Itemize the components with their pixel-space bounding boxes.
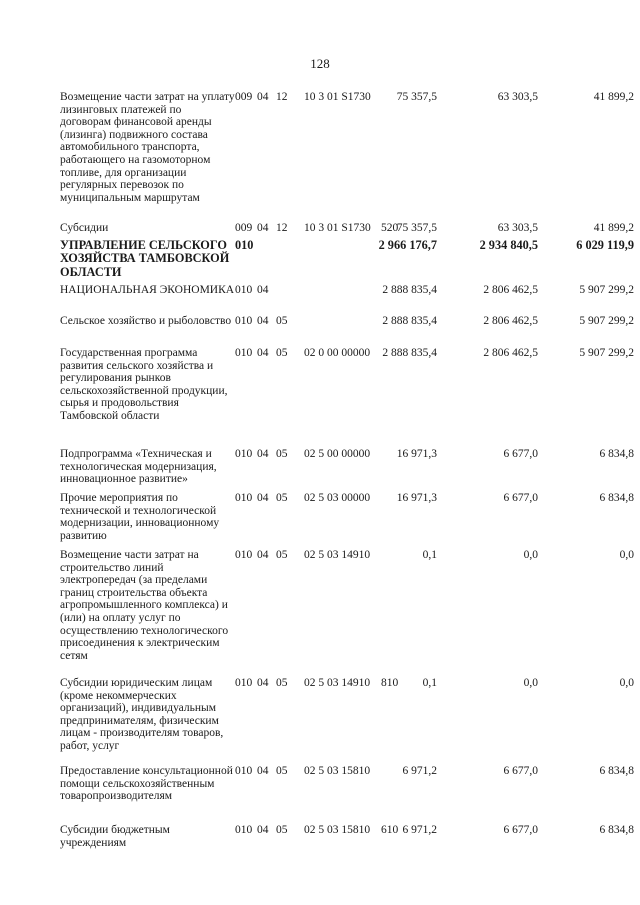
amount-year-1: 2 966 176,7 xyxy=(378,238,437,252)
expense-type-code: 810 xyxy=(381,677,399,689)
subsection-code: 05 xyxy=(276,824,288,836)
expense-type-code: 520 xyxy=(381,222,399,234)
amount-year-1: 2 888 835,4 xyxy=(382,347,437,359)
amount-year-2: 6 677,0 xyxy=(503,824,538,836)
target-article-code: 02 5 00 00000 xyxy=(304,448,371,460)
subsection-code: 05 xyxy=(276,549,288,561)
amount-year-2: 2 934 840,5 xyxy=(479,238,538,252)
amount-year-2: 0,0 xyxy=(523,549,538,561)
subsection-code: 12 xyxy=(276,222,288,234)
amount-year-2: 2 806 462,5 xyxy=(483,315,538,327)
section-code: 04 xyxy=(257,315,269,327)
section-code: 04 xyxy=(257,347,269,359)
row-name: Возмещение части затрат на уплату лизинговых платежей по договорам финансовой аренды (лизинга) подвижного состава автомобильного транспорта, работающего на газомоторном топливе, для организации регулярных перевозок по муниципальным маршрутам xyxy=(60,91,235,204)
amount-year-1: 6 971,2 xyxy=(402,824,437,836)
section-code: 04 xyxy=(257,448,269,460)
ved-code: 009 xyxy=(235,91,253,103)
ved-code: 010 xyxy=(235,238,254,252)
ved-code: 010 xyxy=(235,765,253,777)
ved-code: 010 xyxy=(235,824,253,836)
target-article-code: 02 5 03 14910 xyxy=(304,677,371,689)
amount-year-3: 6 029 119,9 xyxy=(576,238,634,252)
ved-code: 010 xyxy=(235,347,253,359)
amount-year-3: 41 899,2 xyxy=(593,222,634,234)
subsection-code: 05 xyxy=(276,347,288,359)
expense-type-code: 610 xyxy=(381,824,399,836)
target-article-code: 02 5 03 15810 xyxy=(304,765,371,777)
amount-year-1: 75 357,5 xyxy=(396,222,437,234)
row-name: Субсидии xyxy=(60,222,109,234)
target-article-code: 02 0 00 00000 xyxy=(304,347,371,359)
row-name: Субсидии бюджетным учреждениям xyxy=(60,824,170,849)
amount-year-2: 0,0 xyxy=(523,677,538,689)
amount-year-2: 6 677,0 xyxy=(503,492,538,504)
ved-code: 010 xyxy=(235,549,253,561)
amount-year-3: 5 907 299,2 xyxy=(579,315,634,327)
row-name: Сельское хозяйство и рыболовство xyxy=(60,315,232,327)
amount-year-2: 2 806 462,5 xyxy=(483,284,538,296)
amount-year-2: 2 806 462,5 xyxy=(483,347,538,359)
section-code: 04 xyxy=(257,677,269,689)
page-number: 128 xyxy=(310,56,330,71)
row-name: Подпрограмма «Техническая и технологическая модернизация, инновационное развитие» xyxy=(60,448,217,486)
ved-code: 010 xyxy=(235,677,253,689)
row-name: Государственная программа развития сельского хозяйства и регулирования рынков сельскохозяйственной продукции, сырья и продовольствия Тамбовской области xyxy=(60,347,228,422)
section-code: 04 xyxy=(257,91,269,103)
target-article-code: 02 5 03 14910 xyxy=(304,549,371,561)
amount-year-1: 16 971,3 xyxy=(396,492,437,504)
amount-year-2: 6 677,0 xyxy=(503,765,538,777)
amount-year-3: 0,0 xyxy=(619,549,634,561)
target-article-code: 02 5 03 00000 xyxy=(304,492,371,504)
amount-year-1: 6 971,2 xyxy=(402,765,437,777)
section-code: 04 xyxy=(257,492,269,504)
subsection-code: 05 xyxy=(276,315,288,327)
amount-year-3: 5 907 299,2 xyxy=(579,284,634,296)
row-name: УПРАВЛЕНИЕ СЕЛЬСКОГО ХОЗЯЙСТВА ТАМБОВСКОЙ ОБЛАСТИ xyxy=(60,238,230,279)
ved-code: 010 xyxy=(235,284,253,296)
row-name: НАЦИОНАЛЬНАЯ ЭКОНОМИКА xyxy=(60,284,235,296)
amount-year-3: 6 834,8 xyxy=(599,448,634,460)
target-article-code: 10 3 01 S1730 xyxy=(304,222,371,234)
amount-year-3: 0,0 xyxy=(619,677,634,689)
ved-code: 009 xyxy=(235,222,253,234)
target-article-code: 10 3 01 S1730 xyxy=(304,91,371,103)
ved-code: 010 xyxy=(235,448,253,460)
subsection-code: 05 xyxy=(276,492,288,504)
row-name: Возмещение части затрат на строительство линий электропередач (за пределами границ строительства объекта агропромышленного комплекса) и (или) на оплату услуг по осуществлению технологического присоединения к электрическим сетям xyxy=(60,549,229,662)
section-code: 04 xyxy=(257,765,269,777)
section-code: 04 xyxy=(257,549,269,561)
amount-year-1: 2 888 835,4 xyxy=(382,315,437,327)
amount-year-1: 75 357,5 xyxy=(396,91,437,103)
ved-code: 010 xyxy=(235,492,253,504)
ved-code: 010 xyxy=(235,315,253,327)
amount-year-1: 0,1 xyxy=(422,549,437,561)
section-code: 04 xyxy=(257,222,269,234)
amount-year-1: 2 888 835,4 xyxy=(382,284,437,296)
amount-year-2: 63 303,5 xyxy=(497,222,538,234)
row-name: Прочие мероприятия по технической и технологической модернизации, инновационному развитию xyxy=(60,492,220,542)
target-article-code: 02 5 03 15810 xyxy=(304,824,371,836)
subsection-code: 05 xyxy=(276,765,288,777)
amount-year-1: 16 971,3 xyxy=(396,448,437,460)
amount-year-3: 6 834,8 xyxy=(599,765,634,777)
amount-year-3: 41 899,2 xyxy=(593,91,634,103)
amount-year-3: 6 834,8 xyxy=(599,492,634,504)
row-name: Субсидии юридическим лицам (кроме некоммерческих организаций), индивидуальным предпринимателям, физическим лицам - производителям товаров, работ, услуг xyxy=(60,677,224,752)
amount-year-1: 0,1 xyxy=(422,677,437,689)
amount-year-3: 6 834,8 xyxy=(599,824,634,836)
section-code: 04 xyxy=(257,824,269,836)
amount-year-2: 63 303,5 xyxy=(497,91,538,103)
subsection-code: 05 xyxy=(276,677,288,689)
row-name: Предоставление консультационной помощи сельскохозяйственным товаропроизводителям xyxy=(60,765,233,803)
amount-year-2: 6 677,0 xyxy=(503,448,538,460)
section-code: 04 xyxy=(257,284,269,296)
subsection-code: 12 xyxy=(276,91,288,103)
subsection-code: 05 xyxy=(276,448,288,460)
amount-year-3: 5 907 299,2 xyxy=(579,347,634,359)
